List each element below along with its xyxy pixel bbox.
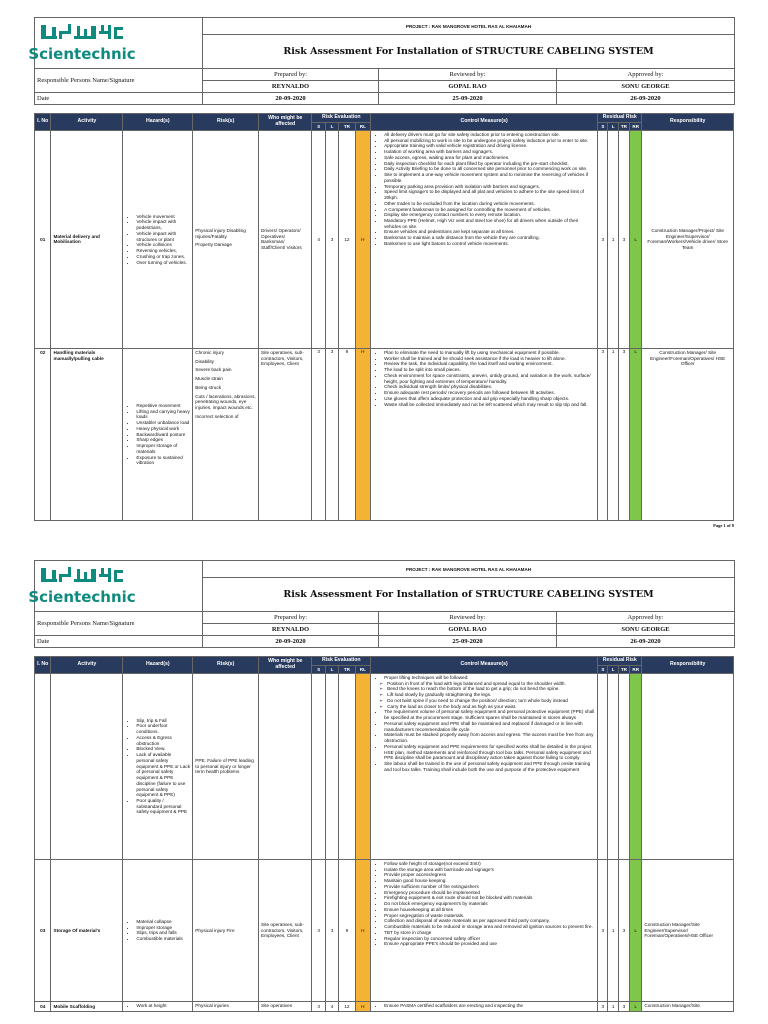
list-item: • TBT by store in charge — [384, 930, 595, 936]
list-item: • The load to be split into small pieces. — [384, 367, 595, 373]
prepared-name: REYNALDO — [203, 81, 379, 93]
date-label: Date — [35, 93, 203, 105]
who-affected-cell: Site operatives, sub-contractors, Visitors, Employees, Client — [259, 348, 312, 520]
total-risk-cell: 12 — [339, 130, 355, 348]
list-item: • Regular inspection by concerned safety officer — [384, 936, 595, 942]
list-item: • Review the task, the individual capability, the load itself and working environment. — [384, 361, 595, 367]
list-item: ➢ Position in front of the load with legs balanced and spread equal to the shoulder width. — [387, 681, 595, 687]
list-item: • Lifting and carrying heavy loads — [136, 409, 190, 420]
risk-level-badge: H — [355, 859, 370, 1001]
who-affected-cell — [259, 673, 312, 859]
col-header-risk-eval: Risk Evaluation — [312, 114, 371, 123]
risk-item: Physical injury Disabling Injuries/Fatality — [195, 227, 246, 239]
list-item: • Provide proper access/egress — [384, 872, 595, 878]
list-item: • Unstable/ unbalance load — [136, 420, 190, 426]
activity-cell — [51, 673, 123, 859]
list-item: • Materials must be stacked properly away from access and egress. The access must be free from any obstruction. — [384, 732, 595, 743]
likelihood-cell: 3 — [325, 348, 338, 520]
document-title: Risk Assessment For Installation of STRUCTURE CABELING SYSTEM — [203, 35, 735, 69]
residual-likelihood-cell: 1 — [608, 1001, 618, 1011]
list-item: ➢ Do not twist spine if you need to change the position/ direction; turn whole body instead — [387, 698, 595, 704]
list-item: • All delivery drivers must go for site safety induction prior to entering construction site. — [384, 132, 595, 138]
risk-level-badge — [355, 673, 370, 859]
activity-cell: Handling materials manually/pulling cable — [51, 348, 123, 520]
table-row — [35, 673, 734, 859]
control-measures-cell — [371, 859, 598, 1001]
project-name: PROJECT : RAK MANGROVE HOTEL RAS AL KHAIAMAH — [203, 561, 735, 578]
list-item: • Poor underfoot conditions. — [136, 723, 190, 734]
col-header-hazards: Hazard(s) — [123, 114, 193, 131]
list-item: • Follow safe height of storage(not exceed 3mtr) — [384, 861, 595, 867]
risks-cell — [193, 130, 259, 348]
responsible-label: Responsible Persons Name/Signature — [35, 69, 203, 93]
list-item: • Isolate the storage area with barricade and signage's — [384, 867, 595, 873]
responsibility-cell: Construction Manager/Site Engineer/Supervisor/ Foreman/Operatives/HSE Officer — [642, 859, 734, 1001]
residual-likelihood-cell — [608, 673, 618, 859]
company-logo — [28, 18, 203, 69]
list-item: • Plan to eliminate the need to manually lift by using mechanical equipment if possible. — [384, 350, 595, 356]
col-header-l: L — [325, 665, 338, 673]
residual-total-cell: 3 — [618, 1001, 629, 1011]
list-item: • All personal mobilizing to work in site to be undergone project safety induction prior to enter to site. — [384, 138, 595, 144]
list-item: • Vehicle collisions — [136, 242, 190, 248]
list-item: • Personal safety equipment and PPE requirements for specified works shall be detailed in the project HSE plan, method statements and reinforced through tool box talks. Personal safety equipment and PPE discipline shall be paramount and disciplinary action taken against those failing to comply — [384, 744, 595, 761]
list-item: • Ensure housekeeping at all times — [384, 907, 595, 913]
likelihood-cell: 3 — [325, 130, 338, 348]
list-item: • Speed limit signage's to be displayed and all plat and vehicles to adhere to the site speed limit of 20kph. — [384, 189, 595, 200]
col-header-rs: S — [598, 665, 608, 673]
who-affected-cell: Drivers/ Operators/ Operatives/ Banksman/ Staff/Client/ Visitors — [259, 130, 312, 348]
risk-item: Property Damage — [195, 242, 233, 248]
risk-item: Muscle strain — [195, 376, 223, 382]
list-item: • Daily Activity Briefing to be done to all concerned site personnel prior to commencing work on site. — [384, 166, 595, 172]
list-item: • Personal safety equipment and PPE shall be maintained and replaced if damaged or in line with manufacturers recommendation life cycle — [384, 721, 595, 732]
list-item: • Access & Egress obstruction — [136, 735, 190, 746]
residual-severity-cell: 3 — [598, 130, 608, 348]
list-item: • Maintain good house keeping. — [384, 878, 595, 884]
scientechnic-logo-icon — [28, 21, 136, 65]
prepared-label: Prepared by: — [203, 69, 379, 81]
col-header-rtr: TR — [618, 122, 629, 130]
col-header-control: Control Measure(s) — [371, 114, 598, 131]
col-header-activity: Activity — [51, 657, 123, 674]
list-item: • Ensure adequate rest periods/ recovery periods are followed between lift activities. — [384, 390, 595, 396]
residual-total-cell — [618, 673, 629, 859]
list-item: • Use gloves that offers adequate protection and aid grip especially handling sharp objects. — [384, 396, 595, 402]
residual-total-cell: 3 — [618, 348, 629, 520]
list-item: • Poor quality / substandard personal safety equipment & PPE — [136, 798, 190, 815]
col-header-s: S — [312, 665, 325, 673]
likelihood-cell: 4 — [325, 1001, 338, 1011]
col-header-rlk: L — [608, 122, 618, 130]
total-risk-cell: 12 — [339, 1001, 355, 1011]
approved-label: Approved by: — [557, 612, 735, 624]
list-item: • Repetitive movement — [136, 403, 190, 409]
col-header-tr: TR — [339, 122, 355, 130]
project-name: PROJECT : RAK MANGROVE HOTEL RAS AL KHAIAMAH — [203, 18, 735, 35]
residual-severity-cell: 3 — [598, 859, 608, 1001]
responsibility-cell: Construction Manager/ Site Engineer/Foreman/Operatives/ HSE Officer — [642, 348, 734, 520]
residual-likelihood-cell: 1 — [608, 130, 618, 348]
control-measures-cell — [371, 673, 598, 859]
svg-text:Scientechnic: Scientechnic — [28, 45, 136, 63]
list-item: • Daily inspection checklist for each plant filled by operator including the pre-start checklist. — [384, 161, 595, 167]
severity-cell: 4 — [312, 130, 325, 348]
total-risk-cell: 9 — [339, 348, 355, 520]
activity-cell: Storage Of material's — [51, 859, 123, 1001]
col-header-control: Control Measure(s) — [371, 657, 598, 674]
list-item: • Reversing vehicles, — [136, 248, 190, 254]
approved-name: SONU GEORGE — [557, 81, 735, 93]
hazards-cell — [123, 673, 193, 859]
list-item: • Blocked View. — [136, 746, 190, 752]
document-header — [28, 17, 735, 105]
col-header-risks: Risk(s) — [193, 657, 259, 674]
control-measures-cell — [371, 348, 598, 520]
list-item: • Combustible materials to be reduced in storage area and removed all ignition sources to prevent fire. — [384, 924, 595, 930]
col-header-risks: Risk(s) — [193, 114, 259, 131]
list-item: • Ensure Appropriate PPE's should be provided and use — [384, 941, 595, 947]
list-item: • Proper segregation of waste materials. — [384, 913, 595, 919]
risk-level-badge: H — [355, 348, 370, 520]
list-item: • Display site emergency contact numbers to every remote location. — [384, 212, 595, 218]
document-title: Risk Assessment For Installation of STRUCTURE CABELING SYSTEM — [203, 578, 735, 612]
list-item: • Site to implement a one-way vehicle movement system and to minimise the reversing of vehicles if possible. — [384, 172, 595, 183]
risk-item: Disability — [195, 358, 215, 364]
document-page-1 — [28, 17, 734, 528]
col-header-who: Who might be affected — [259, 114, 312, 131]
list-item: • Material collapse — [136, 919, 190, 925]
likelihood-cell: 3 — [325, 859, 338, 1001]
list-item: • Check environment for space constraints, uneven, untidy ground, and variation in the work, surface/ height, poor lighting and extremes of temperature/ humidity. — [384, 373, 595, 384]
list-item: • Check individual strength limits/ physical disabilities. — [384, 384, 595, 390]
list-item: • Other trades to be excluded from the location during vehicle movements. — [384, 201, 595, 207]
col-header-hazards: Hazard(s) — [123, 657, 193, 674]
residual-severity-cell — [598, 673, 608, 859]
total-risk-cell: 9 — [339, 859, 355, 1001]
list-item: • Mandatory PPE (Helmet, High Viz vest and steel toe shoe) for all drivers when outside of their vehicles on site. — [384, 218, 595, 229]
col-header-l: L — [325, 122, 338, 130]
list-item: • A Competent banksman to be assigned for controlling the movement of vehicles. — [384, 207, 595, 213]
residual-level-badge: L — [630, 1001, 642, 1011]
col-header-residual: Residual Risk — [598, 657, 642, 666]
row-number: 01 — [35, 130, 51, 348]
list-item: • Over turning of vehicles. — [136, 260, 190, 266]
list-item: • Ensure vehicles and pedestrians are kept separate at all times. — [384, 229, 595, 235]
col-header-who: Who might be affected — [259, 657, 312, 674]
date-label: Date — [35, 636, 203, 648]
hazards-cell — [123, 1001, 193, 1011]
residual-total-cell: 3 — [618, 859, 629, 1001]
reviewed-name: GOPAL RAO — [379, 624, 557, 636]
severity-cell: 3 — [312, 1001, 325, 1011]
col-header-responsibility: Responsibility — [642, 114, 734, 131]
risks-cell: Physical injuries — [193, 1001, 259, 1011]
list-item: ➢ Lift load slowly by gradually straightening the legs. — [387, 692, 595, 698]
likelihood-cell — [325, 673, 338, 859]
list-item: • Slips, trips and falls — [136, 930, 190, 936]
page-number: Page 1 of 8 — [713, 522, 734, 528]
col-header-rtr: TR — [618, 665, 629, 673]
list-item: • Work at height — [136, 1003, 190, 1009]
list-item: • Heavy physical work — [136, 426, 190, 432]
residual-likelihood-cell: 1 — [608, 348, 618, 520]
prepared-date: 20-09-2020 — [203, 636, 379, 648]
reviewed-label: Reviewed by: — [379, 69, 557, 81]
col-header-residual: Residual Risk — [598, 114, 642, 123]
col-header-activity: Activity — [51, 114, 123, 131]
activity-cell: Material delivery and Mobilisation — [51, 130, 123, 348]
control-measures-cell — [371, 1001, 598, 1011]
risk-level-badge: H — [355, 130, 370, 348]
reviewed-name: GOPAL RAO — [379, 81, 557, 93]
residual-likelihood-cell: 1 — [608, 859, 618, 1001]
residual-level-badge: L — [630, 130, 642, 348]
severity-cell: 3 — [312, 859, 325, 1001]
reviewed-label: Reviewed by: — [379, 612, 557, 624]
list-item: • Collection and disposal of waste materials as per approved third party company. — [384, 918, 595, 924]
row-number — [35, 673, 51, 859]
severity-cell — [312, 673, 325, 859]
risks-cell — [193, 348, 259, 520]
list-item: • Emergency procedure should be implemented — [384, 890, 595, 896]
col-header-no: I. No — [35, 114, 51, 131]
list-item: • Lack of available personal safety equipment & PPE or Lack of personal safety equipment & PPE discipline (failure to use personal safety equipment & PPE) — [136, 752, 190, 798]
who-affected-cell: Site operatives — [259, 1001, 312, 1011]
risks-cell: Physical injury Fire — [193, 859, 259, 1001]
row-number: 04 — [35, 1001, 51, 1011]
list-item: • Provide sufficient number of fire extinguishers — [384, 884, 595, 890]
list-item: • Vehicle impact with structures or plant — [136, 231, 190, 242]
severity-cell: 3 — [312, 348, 325, 520]
risk-item: Chronic injury — [195, 349, 224, 355]
row-number: 02 — [35, 348, 51, 520]
control-item: • Proper lifting techniques will be followed: — [384, 675, 595, 681]
approved-date: 26-09-2020 — [557, 636, 735, 648]
residual-level-badge: L — [630, 859, 642, 1001]
list-item: • Appropriate training with valid vehicle registration and driving license. — [384, 143, 595, 149]
risk-item: Cuts / lacerations, abrasions, penetrating wounds, eye injuries, impact wounds etc. — [195, 393, 256, 411]
approved-name: SONU GEORGE — [557, 624, 735, 636]
list-item: • Do not block emergency equipment's by materials — [384, 901, 595, 907]
control-measures-cell — [371, 130, 598, 348]
list-item: • Vehicle impact with pedestrians, — [136, 219, 190, 230]
list-item: • Safe access, egress, waiting area for plant and machineries. — [384, 155, 595, 161]
total-risk-cell — [339, 673, 355, 859]
prepared-name: REYNALDO — [203, 624, 379, 636]
list-item: • The requirement volume of personal safety equipment and personal protective equipment (PPE) shall be specified at the procurement stage. Sufficient spares shall be maintained in stores always — [384, 709, 595, 720]
activity-cell: Mobile Scaffolding — [51, 1001, 123, 1011]
residual-total-cell: 3 — [618, 130, 629, 348]
reviewed-date: 25-09-2020 — [379, 636, 557, 648]
col-header-rr: RR — [630, 665, 642, 673]
svg-text:Scientechnic: Scientechnic — [28, 588, 136, 606]
hazards-cell — [123, 859, 193, 1001]
list-item: • Worker shall be trained and he should seek assistance if the load is heavier to lift alone. — [384, 356, 595, 362]
document-header — [28, 560, 735, 648]
responsibility-cell: Construction Manager/Site — [642, 1001, 734, 1011]
col-header-no: I. No — [35, 657, 51, 674]
list-item: • Banksmen to use light batons to control vehicle movements. — [384, 241, 595, 247]
residual-severity-cell: 3 — [598, 1001, 608, 1011]
list-item: • Crushing or trap zones. — [136, 254, 190, 260]
residual-level-badge — [630, 673, 642, 859]
list-item: • Backward/ward posture — [136, 432, 190, 438]
risk-item: Severe back pain — [195, 367, 232, 373]
list-item: • Temporary parking area provision with isolation with barriers and signage's. — [384, 184, 595, 190]
list-item: • Site labour shall be trained in the use of personal safety equipment and PPE through onsite training and tool box talks. Training shall include both the use and purpose of the protective equipment — [384, 761, 595, 772]
col-header-rl: RL — [355, 122, 370, 130]
list-item: ➢ Bend the knees to reach the bottom of the load to get a grip; do not bend the spine. — [387, 686, 595, 692]
list-item: • Improper storage of materials — [136, 443, 190, 454]
list-item: • Exposure to sustained vibration — [136, 455, 190, 466]
approved-label: Approved by: — [557, 69, 735, 81]
prepared-label: Prepared by: — [203, 612, 379, 624]
col-header-s: S — [312, 122, 325, 130]
risk-item: Incorrect selection of — [195, 413, 239, 419]
col-header-tr: TR — [339, 665, 355, 673]
residual-severity-cell: 3 — [598, 348, 608, 520]
list-item: • Improper storage — [136, 925, 190, 931]
list-item: • Combustible materials — [136, 936, 190, 942]
approved-date: 26-09-2020 — [557, 93, 735, 105]
col-header-risk-eval: Risk Evaluation — [312, 657, 371, 666]
responsibility-cell: Construction Manager/Project/ Site Engineer/Supervisor/ Foreman/Workers/Vehicle driver/ Store Team — [642, 130, 734, 348]
list-item: • Vehicle movement — [136, 214, 190, 220]
list-item: • Isolation of working area with barriers and signage's. — [384, 149, 595, 155]
hazards-cell — [123, 130, 193, 348]
row-number: 03 — [35, 859, 51, 1001]
document-page-2 — [28, 560, 734, 1012]
list-item: • Firefighting equipment & exit route should not be blocked with materials — [384, 895, 595, 901]
table-row — [35, 130, 734, 348]
risks-cell: PPE. Failure of PPE leading to personal injury or longer term health problems — [193, 673, 259, 859]
risk-item: Being struck — [195, 384, 222, 390]
col-header-rl: RL — [355, 665, 370, 673]
company-logo — [28, 561, 203, 612]
list-item: • Ensure PASMA certified scaffolders are erecting and inspecting the — [384, 1003, 595, 1009]
list-item: • Waste shall be collected immediately and not be left scattered which may result to slip trip and fall. — [384, 402, 595, 408]
residual-level-badge: L — [630, 348, 642, 520]
col-header-rr: RR — [630, 122, 642, 130]
table-row — [35, 348, 734, 520]
risk-level-badge: H — [355, 1001, 370, 1011]
col-header-rlk: L — [608, 665, 618, 673]
list-item: • Sharp edges — [136, 437, 190, 443]
responsible-label: Responsible Persons Name/Signature — [35, 612, 203, 636]
scientechnic-logo-icon — [28, 564, 136, 608]
col-header-responsibility: Responsibility — [642, 657, 734, 674]
table-row — [35, 1001, 734, 1011]
hazards-cell — [123, 348, 193, 520]
table-row — [35, 859, 734, 1001]
prepared-date: 20-09-2020 — [203, 93, 379, 105]
who-affected-cell: Site operatives, sub-contractors, Visitors, Employees, Client — [259, 859, 312, 1001]
list-item: • Banksman to maintain a safe distance from the vehicle they are controlling. — [384, 235, 595, 241]
risk-assessment-table — [34, 656, 734, 1012]
risk-assessment-table — [34, 113, 734, 521]
reviewed-date: 25-09-2020 — [379, 93, 557, 105]
list-item: • Slip, trip & Fall — [136, 718, 190, 724]
responsibility-cell — [642, 673, 734, 859]
col-header-rs: S — [598, 122, 608, 130]
list-item: ➢ Carry the load as closer to the body and as high as your waist. — [387, 704, 595, 710]
